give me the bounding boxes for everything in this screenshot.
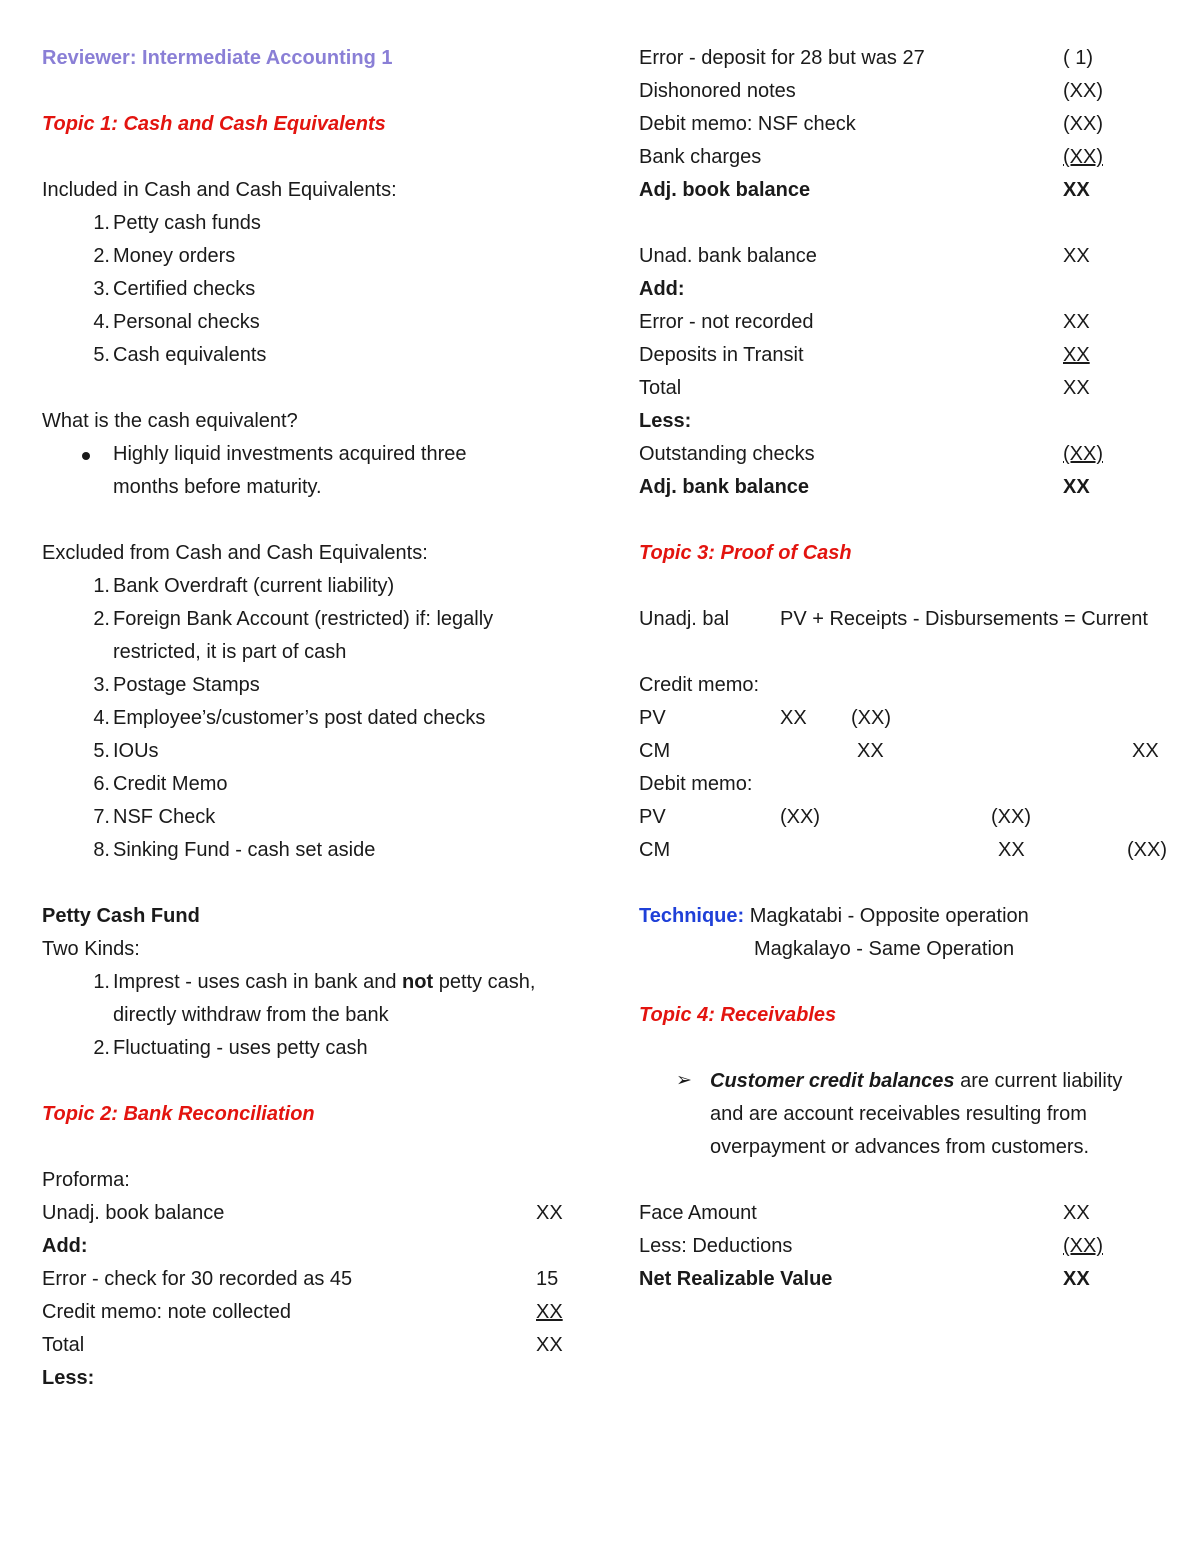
row-amount: XX: [536, 1301, 563, 1323]
proof-row: CM XX XX: [639, 740, 1159, 762]
excluded-heading: Excluded from Cash and Cash Equivalents:: [42, 542, 428, 564]
row-label: Less: Deductions: [639, 1235, 793, 1257]
table-row: [639, 374, 1179, 407]
table-row: [639, 110, 1179, 143]
list-item: 8. Sinking Fund - cash set aside: [93, 839, 376, 861]
row-label: Less:: [639, 410, 692, 432]
list-item: 7. NSF Check: [93, 806, 216, 828]
row-label: Debit memo: NSF check: [639, 113, 856, 135]
row-label: Total: [42, 1334, 85, 1356]
technique-label: Technique:: [639, 905, 745, 927]
row-label: Adj. bank balance: [639, 476, 810, 498]
table-row: [42, 1199, 582, 1232]
row-label: Add:: [639, 278, 685, 300]
technique-2: Magkalayo - Same Operation: [754, 938, 1015, 960]
row-amount: XX: [1063, 476, 1090, 498]
row-label: Add:: [42, 1235, 88, 1257]
row-amount: XX: [1063, 1268, 1090, 1290]
row-label: Deposits in Transit: [639, 344, 804, 366]
list-item: 3. Certified checks: [93, 278, 256, 300]
list-item-cont: restricted, it is part of cash: [113, 641, 347, 663]
table-row: [639, 44, 1179, 77]
list-item: 5. Cash equivalents: [93, 344, 267, 366]
book-reconciliation-table: [42, 1199, 582, 1397]
row-amount: XX: [1063, 377, 1090, 399]
list-item: 1. Imprest - uses cash in bank and not petty cash,: [93, 971, 536, 993]
included-heading: Included in Cash and Cash Equivalents:: [42, 179, 397, 201]
proof-row: PV XX (XX): [639, 707, 891, 729]
excluded-list: [42, 572, 582, 869]
row-label: Bank charges: [639, 146, 762, 168]
topic3-heading: Topic 3: Proof of Cash: [639, 542, 852, 564]
list-item-cont: directly withdraw from the bank: [113, 1004, 389, 1026]
row-label: Error - check for 30 recorded as 45: [42, 1268, 353, 1290]
receivables-note: ➢ Customer credit balances are current liability: [639, 1067, 1179, 1100]
row-amount: (XX): [1063, 443, 1103, 465]
bullet-item-cont: months before maturity.: [113, 476, 322, 498]
table-row: [639, 1199, 1179, 1232]
document-title: Reviewer: Intermediate Accounting 1: [42, 47, 393, 69]
proof-row: CM XX (XX): [639, 839, 1167, 861]
credit-memo-label: Credit memo:: [639, 674, 760, 696]
row-amount: XX: [1063, 179, 1090, 201]
table-row: [639, 143, 1179, 176]
table-row: [42, 1232, 582, 1265]
table-row: [639, 407, 1179, 440]
included-list: [42, 209, 582, 374]
technique-row: [639, 902, 1179, 935]
two-kinds-label: Two Kinds:: [42, 938, 140, 960]
proof-row: PV (XX) (XX): [639, 806, 1031, 828]
table-row: [639, 275, 1179, 308]
row-label: Less:: [42, 1367, 95, 1389]
bullet-icon: [82, 452, 90, 460]
row-amount: XX: [1063, 344, 1090, 366]
table-row: [639, 308, 1179, 341]
row-amount: ( 1): [1063, 47, 1093, 69]
table-row: [639, 1265, 1179, 1298]
list-item: 2. Money orders: [93, 245, 236, 267]
left-column: [42, 44, 582, 1397]
topic4-heading: Topic 4: Receivables: [639, 1004, 837, 1026]
row-amount: XX: [1063, 311, 1090, 333]
row-label: Unadj. book balance: [42, 1202, 225, 1224]
row-amount: (XX): [1063, 1235, 1103, 1257]
table-row: [639, 440, 1179, 473]
row-amount: 15: [536, 1268, 559, 1290]
table-row: [639, 1232, 1179, 1265]
table-row: [639, 473, 1179, 506]
row-label: Error - deposit for 28 but was 27: [639, 47, 925, 69]
table-row: [639, 341, 1179, 374]
table-row: [639, 242, 1179, 275]
row-amount: (XX): [1063, 113, 1103, 135]
table-row: [42, 1364, 582, 1397]
list-item: 3. Postage Stamps: [93, 674, 260, 696]
debit-memo-label: Debit memo:: [639, 773, 753, 795]
row-amount: XX: [1063, 1202, 1090, 1224]
row-amount: XX: [536, 1334, 563, 1356]
cash-equivalent-question: What is the cash equivalent?: [42, 410, 298, 432]
proforma-label: Proforma:: [42, 1169, 130, 1191]
row-amount: XX: [1063, 245, 1090, 267]
row-amount: XX: [536, 1202, 563, 1224]
petty-cash-heading: Petty Cash Fund: [42, 905, 200, 927]
list-item: 5. IOUs: [93, 740, 159, 762]
technique-1: Magkatabi - Opposite operation: [749, 905, 1029, 927]
list-item: 6. Credit Memo: [93, 773, 228, 795]
unadj-bal-label: Unadj. bal: [639, 608, 730, 630]
list-item: 2. Fluctuating - uses petty cash: [93, 1037, 368, 1059]
list-item: 1. Petty cash funds: [93, 212, 261, 234]
row-label: Total: [639, 377, 682, 399]
table-row: [639, 176, 1179, 209]
row-label: Dishonored notes: [639, 80, 796, 102]
right-column: [639, 44, 1179, 1298]
row-amount: (XX): [1063, 80, 1103, 102]
row-label: Face Amount: [639, 1202, 757, 1224]
bullet-item: Highly liquid investments acquired three: [42, 440, 582, 473]
list-item: 1. Bank Overdraft (current liability): [93, 575, 395, 597]
book-reconciliation-table-cont: [639, 44, 1179, 209]
row-amount: (XX): [1063, 146, 1103, 168]
row-label: Credit memo: note collected: [42, 1301, 292, 1323]
row-label: Unad. bank balance: [639, 245, 817, 267]
receivables-table: [639, 1199, 1179, 1298]
table-row: [42, 1298, 582, 1331]
row-label: Net Realizable Value: [639, 1268, 833, 1290]
arrow-bullet-icon: ➢: [676, 1070, 692, 1091]
receivables-note-cont: overpayment or advances from customers.: [710, 1136, 1090, 1158]
proof-formula-row: [639, 605, 1179, 638]
table-row: [42, 1331, 582, 1364]
list-item: 4. Employee’s/customer’s post dated checks: [93, 707, 486, 729]
bank-reconciliation-table: [639, 242, 1179, 506]
table-row: [42, 1265, 582, 1298]
receivables-note-cont: and are account receivables resulting from: [710, 1103, 1087, 1125]
list-item: 2. Foreign Bank Account (restricted) if: legally: [93, 608, 494, 630]
row-label: Outstanding checks: [639, 443, 815, 465]
topic1-heading: Topic 1: Cash and Cash Equivalents: [42, 113, 386, 135]
row-label: Adj. book balance: [639, 179, 811, 201]
list-item: 4. Personal checks: [93, 311, 260, 333]
proof-formula: PV + Receipts - Disbursements = Current: [780, 608, 1148, 630]
table-row: [639, 77, 1179, 110]
row-label: Error - not recorded: [639, 311, 814, 333]
topic2-heading: Topic 2: Bank Reconciliation: [42, 1103, 315, 1125]
